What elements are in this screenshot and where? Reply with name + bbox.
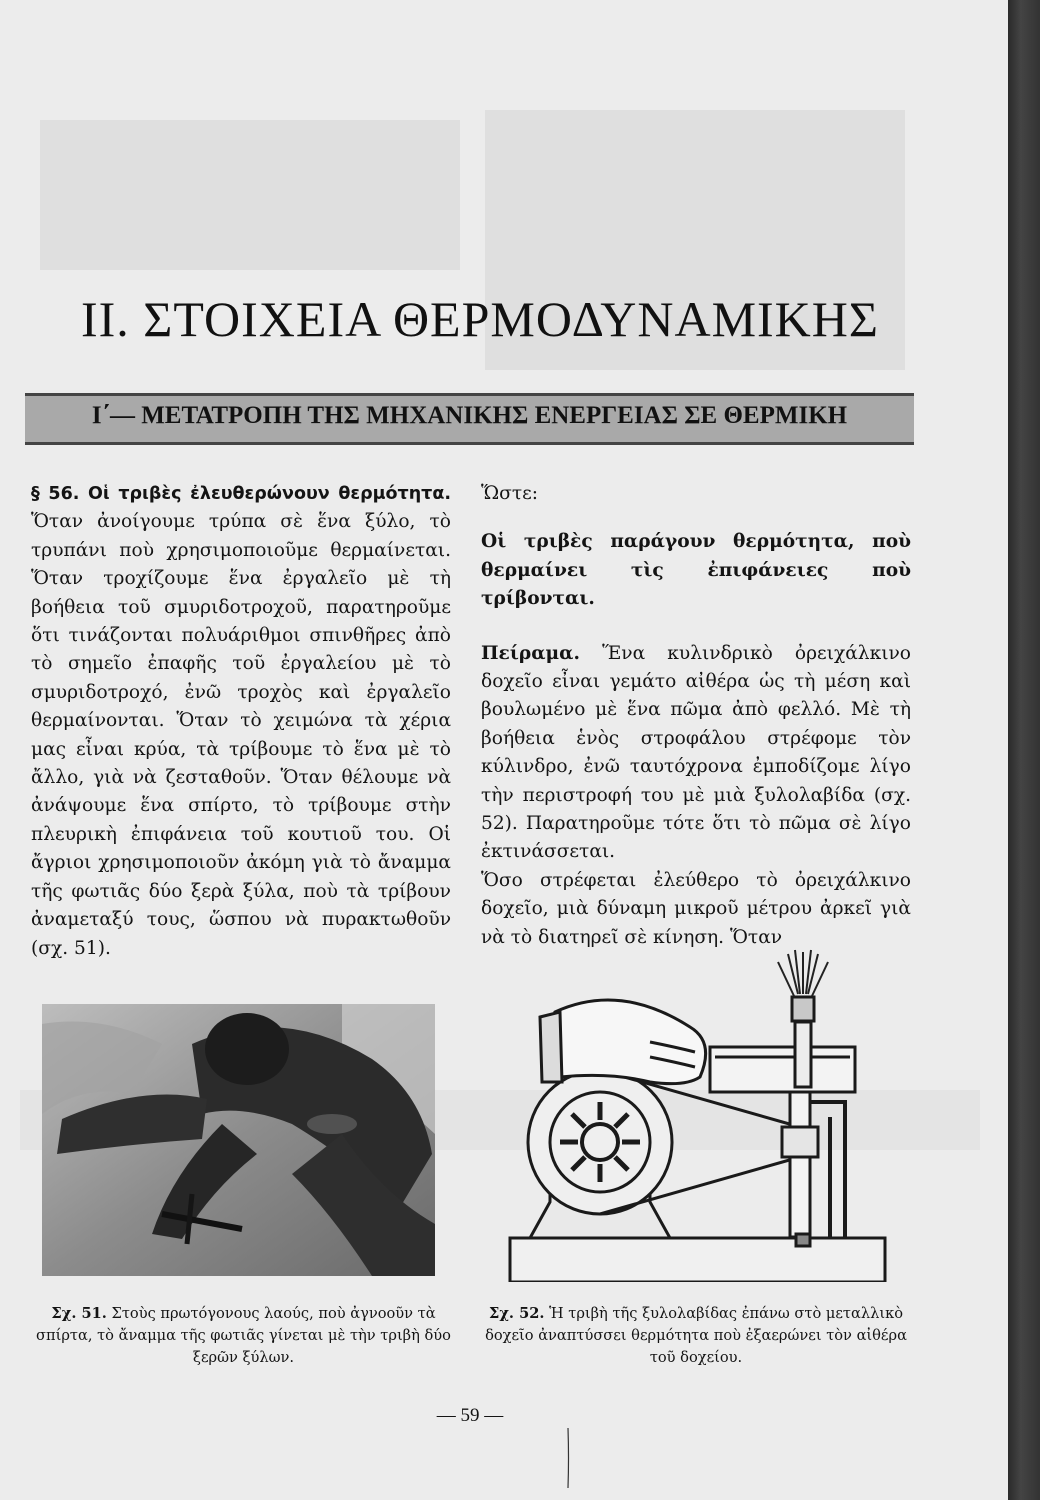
- section-banner: [25, 393, 914, 445]
- section-body: Ὅταν ἀνοίγουμε τρύπα σὲ ἕνα ξύλο, τὸ τρυπάνι ποὺ χρησιμοποιοῦμε θερμαίνεται. Ὅταν τροχίζουμε ἕνα ἐργαλεῖο μὲ τὴ βοήθεια τοῦ σμυριδοτροχοῦ, παρατηροῦμε ὅτι τινάζονται πολυάριθμοι σπινθῆρες ἀπὸ τὸ σημεῖο ἐπαφῆς τοῦ ἐργαλείου μὲ τὸ σμυριδοτροχό, ἐνῶ τροχὸς καὶ ἐργαλεῖο θερμαίνονται. Ὅταν τὸ χειμώνα τὰ χέρια μας εἶναι κρύα, τὰ τρίβουμε τὸ ἕνα μὲ τὸ ἄλλο, γιὰ νὰ ζεσταθοῦν. Ὅταν θέλουμε νὰ ἀνάψουμε ἕνα σπίρτο, τὸ τρίβουμε στὴν πλευρικὴ ἐπιφάνεια τοῦ κουτιοῦ του. Οἱ ἄγριοι χρησιμοποιοῦν ἀκόμη γιὰ τὸ ἄναμμα τῆς φωτιᾶς δύο ξερὰ ξύλα, ποὺ τὰ τρίβουν ἀναμεταξύ τους, ὥσπου νὰ πυρακτωθοῦν (σχ. 51).: [31, 511, 451, 959]
- figure-51-photo: [42, 1004, 435, 1276]
- experiment-text: Ἕνα κυλινδρικὸ ὀρειχάλκινο δοχεῖο εἶναι γεμάτο αἰθέρα ὡς τὴ μέση καὶ βουλωμένο μὲ ἕνα πῶμα ἀπὸ φελλό. Μὲ τὴ βοήθεια ἑνὸς στροφάλου στρέφομε τὸν κύλινδρο, ἐνῶ ταυτόχρονα ἐμποδίζομε λίγο τὴν περιστροφή του μὲ μιὰ ξυλολαβίδα (σχ. 52). Παρατηροῦμε τότε ὅτι τὸ πῶμα σὲ λίγο ἐκτινάσσεται.: [481, 642, 911, 863]
- page-number: — 59 —: [436, 1405, 504, 1426]
- left-column: [31, 480, 451, 963]
- followup-paragraph: Ὅσο στρέφεται ἐλεύθερο τὸ ὀρειχάλκινο δοχεῖο, μιὰ δύναμη μικροῦ μέτρου ἀρκεῖ γιὰ νὰ τὸ διατηρεῖ σὲ κίνηση. Ὅταν: [481, 869, 911, 948]
- hand: [555, 1000, 706, 1084]
- spindle: [790, 1082, 810, 1237]
- figure-52-text: Ἡ τριβὴ τῆς ξυλολαβίδας ἐπάνω στὸ μεταλλικὸ δοχεῖο ἀναπτύσσει θερμότητα ποὺ ἐξαερώνει τὸν αἰθέρα τοῦ δοχείου.: [485, 1305, 907, 1366]
- intro-line: Ὥστε:: [481, 483, 539, 504]
- right-column: [481, 480, 911, 952]
- person-head: [205, 1013, 289, 1085]
- figure-52-caption: [481, 1303, 911, 1369]
- experiment-paragraph: [481, 640, 911, 867]
- sleeve-cuff: [540, 1012, 562, 1082]
- experiment-label: Πείραμα.: [481, 642, 580, 664]
- figure-51-text: Στοὺς πρωτόγονους λαούς, ποὺ ἀγνοοῦν τὰ σπίρτα, τὸ ἄναμμα τῆς φωτιᾶς γίνεται μὲ τὴν τριβὴ δύο ξερῶν ξύλων.: [36, 1305, 451, 1366]
- figure-52-label: Σχ. 52.: [489, 1305, 545, 1322]
- figure-51-label: Σχ. 51.: [51, 1305, 107, 1322]
- section-heading: § 56. Οἱ τριβὲς ἐλευθερώνουν θερμότητα.: [31, 484, 451, 504]
- section-paragraph: [31, 480, 451, 963]
- wooden-clamp: [710, 1047, 855, 1092]
- apparatus-base: [510, 1238, 885, 1282]
- brass-tube: [795, 1022, 811, 1087]
- figure-51-caption: [31, 1303, 456, 1369]
- chapter-title: ΙΙ. ΣΤΟΙΧΕΙΑ ΘΕΡΜΟΔΥΝΑΜΙΚΗΣ: [81, 291, 879, 347]
- section-title: Ι΄— ΜΕΤΑΤΡΟΠΗ ΤΗΣ ΜΗΧΑΝΙΚΗΣ ΕΝΕΡΓΕΙΑΣ ΣΕ ΘΕΡΜΙΚΗ: [91, 402, 848, 429]
- page-edge: [1008, 0, 1040, 1500]
- ether-spray: [778, 950, 828, 996]
- pen-mark: [567, 1428, 570, 1488]
- cork: [792, 997, 814, 1021]
- figure-52-apparatus: [500, 942, 890, 1282]
- conclusion-statement: Οἱ τριβὲς παράγουν θερμότητα, ποὺ θερμαίνει τὶς ἐπιφάνειες ποὺ τρίβονται.: [481, 531, 911, 610]
